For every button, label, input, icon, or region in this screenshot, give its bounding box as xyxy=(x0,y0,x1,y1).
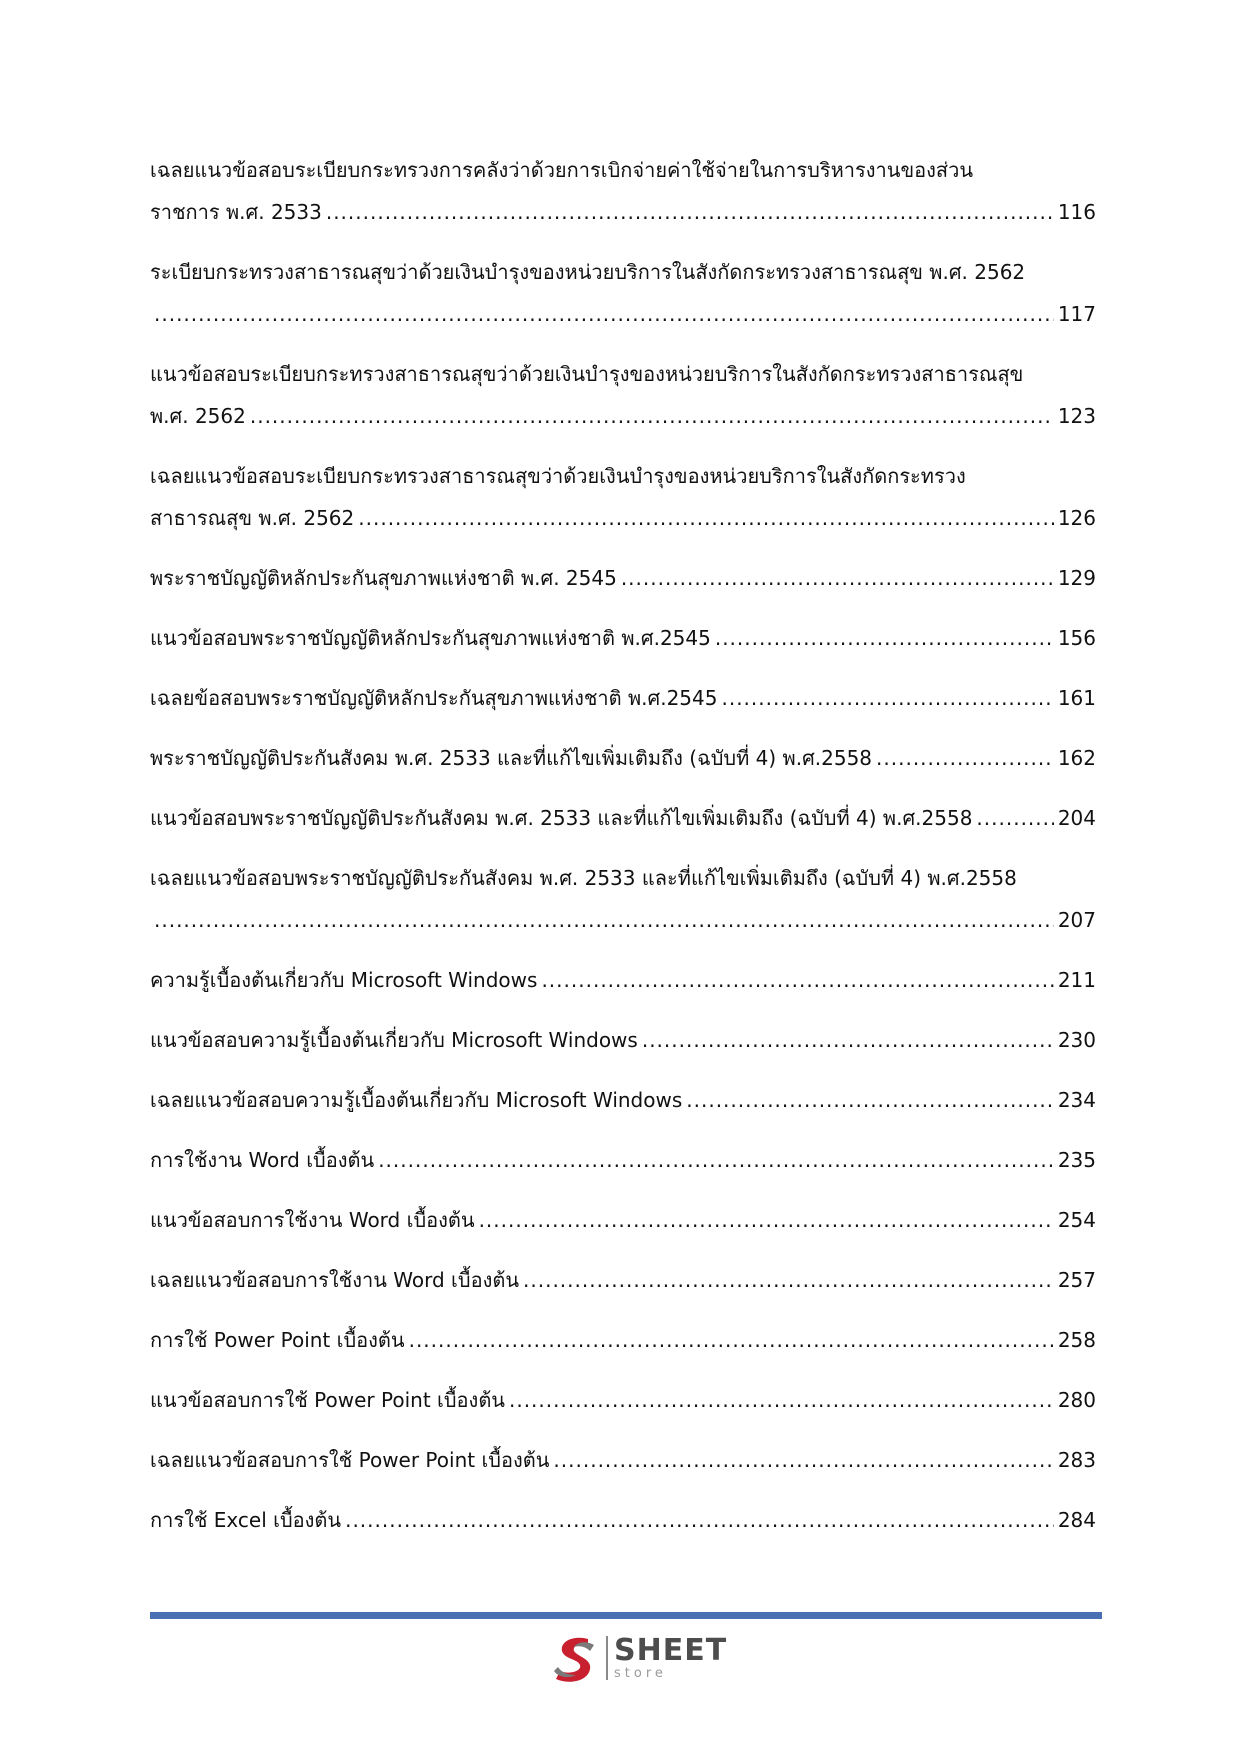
toc-entry[interactable] xyxy=(150,683,1096,713)
toc-entry[interactable] xyxy=(150,1025,1096,1055)
toc-entry-line xyxy=(150,1265,1096,1295)
footer-rule xyxy=(150,1612,1102,1619)
toc-entry-line xyxy=(150,1145,1096,1175)
dot-leader xyxy=(358,503,1054,533)
toc-page-number: 126 xyxy=(1057,506,1096,530)
dot-leader xyxy=(154,905,1054,935)
toc-page-number: 204 xyxy=(1057,806,1096,830)
toc-page-number: 207 xyxy=(1057,908,1096,932)
toc-page-number: 234 xyxy=(1057,1088,1096,1112)
logo-subtitle: store xyxy=(614,1666,667,1681)
toc-entry[interactable] xyxy=(150,965,1096,995)
dot-leader xyxy=(715,623,1054,653)
toc-entry-line xyxy=(150,197,1096,227)
toc-entry-title: ราชการ พ.ศ. 2533 xyxy=(150,200,322,224)
toc-entry-title: เฉลยข้อสอบพระราชบัญญัติหลักประกันสุขภาพแห่งชาติ พ.ศ.2545 xyxy=(150,686,718,710)
toc-entry[interactable] xyxy=(150,743,1096,773)
toc-entry-title-line: เฉลยแนวข้อสอบระเบียบกระทรวงสาธารณสุขว่าด้วยเงินบำรุงของหน่วยบริการในสังกัดกระทรวง xyxy=(150,464,966,488)
toc-entry-line xyxy=(150,683,1096,713)
toc-entry-title: การใช้งาน Word เบื้องต้น xyxy=(150,1148,375,1172)
toc-entry-line xyxy=(150,1325,1096,1355)
toc-entry[interactable] xyxy=(150,359,1096,431)
dot-leader xyxy=(686,1085,1054,1115)
toc-entry-title: พระราชบัญญัติหลักประกันสุขภาพแห่งชาติ พ.ศ. 2545 xyxy=(150,566,617,590)
toc-page-number: 257 xyxy=(1057,1268,1096,1292)
toc-page-number: 156 xyxy=(1057,626,1096,650)
toc-entry-title: แนวข้อสอบการใช้ Power Point เบื้องต้น xyxy=(150,1388,505,1412)
toc-entry-line xyxy=(150,1385,1096,1415)
toc-page-number: 211 xyxy=(1057,968,1096,992)
toc-entry-title: การใช้ Excel เบื้องต้น xyxy=(150,1508,342,1532)
logo-word: SHEET xyxy=(614,1633,728,1668)
logo-text xyxy=(614,1633,728,1681)
logo-s-icon xyxy=(548,1631,602,1685)
toc-entry-line xyxy=(150,1445,1096,1475)
toc-entry-line xyxy=(150,563,1096,593)
toc-page-number: 258 xyxy=(1057,1328,1096,1352)
toc-entry-line xyxy=(150,1085,1096,1115)
toc-entry-title-line: เฉลยแนวข้อสอบพระราชบัญญัติประกันสังคม พ.ศ. 2533 และที่แก้ไขเพิ่มเติมถึง (ฉบับที่ 4) พ.ศ.2558 xyxy=(150,866,1017,890)
dot-leader xyxy=(523,1265,1054,1295)
toc-entry[interactable] xyxy=(150,863,1096,935)
toc-page-number: 116 xyxy=(1057,200,1096,224)
toc-entry[interactable] xyxy=(150,1385,1096,1415)
dot-leader xyxy=(154,299,1054,329)
dot-leader xyxy=(345,1505,1054,1535)
toc-entry[interactable] xyxy=(150,803,1096,833)
toc-entry-title: พระราชบัญญัติประกันสังคม พ.ศ. 2533 และที่แก้ไขเพิ่มเติมถึง (ฉบับที่ 4) พ.ศ.2558 xyxy=(150,746,873,770)
toc-page-number: 162 xyxy=(1057,746,1096,770)
toc-entry-title: ความรู้เบื้องต้นเกี่ยวกับ Microsoft Windows xyxy=(150,968,538,992)
table-of-contents xyxy=(150,155,1096,1565)
toc-entry-line xyxy=(150,1505,1096,1535)
toc-entry-line xyxy=(150,623,1096,653)
toc-entry-title: แนวข้อสอบพระราชบัญญัติหลักประกันสุขภาพแห่งชาติ พ.ศ.2545 xyxy=(150,626,711,650)
dot-leader xyxy=(250,401,1054,431)
toc-entry-title-line: ระเบียบกระทรวงสาธารณสุขว่าด้วยเงินบำรุงของหน่วยบริการในสังกัดกระทรวงสาธารณสุข พ.ศ. 2562 xyxy=(150,260,1026,284)
toc-entry[interactable] xyxy=(150,1445,1096,1475)
sheet-store-logo xyxy=(548,1630,727,1686)
toc-entry[interactable] xyxy=(150,563,1096,593)
dot-leader xyxy=(326,197,1054,227)
dot-leader xyxy=(642,1025,1054,1055)
toc-entry-line xyxy=(150,401,1096,431)
toc-entry-title: เฉลยแนวข้อสอบการใช้งาน Word เบื้องต้น xyxy=(150,1268,520,1292)
toc-entry-title-line: เฉลยแนวข้อสอบระเบียบกระทรวงการคลังว่าด้วยการเบิกจ่ายค่าใช้จ่ายในการบริหารงานของส่วน xyxy=(150,158,973,182)
toc-page-number: 129 xyxy=(1057,566,1096,590)
toc-entry-line xyxy=(150,905,1096,935)
dot-leader xyxy=(976,803,1053,833)
logo-separator xyxy=(606,1636,608,1680)
toc-entry-line xyxy=(150,1025,1096,1055)
toc-page-number: 254 xyxy=(1057,1208,1096,1232)
dot-leader xyxy=(378,1145,1054,1175)
toc-entry-title: พ.ศ. 2562 xyxy=(150,404,246,428)
toc-entry-title: การใช้ Power Point เบื้องต้น xyxy=(150,1328,405,1352)
dot-leader xyxy=(509,1385,1054,1415)
toc-page-number: 284 xyxy=(1057,1508,1096,1532)
dot-leader xyxy=(409,1325,1054,1355)
toc-entry[interactable] xyxy=(150,1325,1096,1355)
toc-entry-title: สาธารณสุข พ.ศ. 2562 xyxy=(150,506,355,530)
toc-entry[interactable] xyxy=(150,1505,1096,1535)
toc-entry[interactable] xyxy=(150,257,1096,329)
toc-page-number: 235 xyxy=(1057,1148,1096,1172)
toc-entry-title: แนวข้อสอบการใช้งาน Word เบื้องต้น xyxy=(150,1208,475,1232)
toc-entry-line xyxy=(150,743,1096,773)
toc-page-number: 283 xyxy=(1057,1448,1096,1472)
toc-entry[interactable] xyxy=(150,623,1096,653)
toc-entry-title: เฉลยแนวข้อสอบความรู้เบื้องต้นเกี่ยวกับ Microsoft Windows xyxy=(150,1088,683,1112)
toc-page-number: 161 xyxy=(1057,686,1096,710)
toc-entry-line xyxy=(150,803,1096,833)
toc-page-number: 117 xyxy=(1057,302,1096,326)
dot-leader xyxy=(541,965,1053,995)
toc-entry[interactable] xyxy=(150,461,1096,533)
toc-entry-title: แนวข้อสอบพระราชบัญญัติประกันสังคม พ.ศ. 2533 และที่แก้ไขเพิ่มเติมถึง (ฉบับที่ 4) พ.ศ.2558 xyxy=(150,806,973,830)
dot-leader xyxy=(876,743,1054,773)
toc-entry-line xyxy=(150,299,1096,329)
toc-entry[interactable] xyxy=(150,155,1096,227)
toc-page-number: 280 xyxy=(1057,1388,1096,1412)
dot-leader xyxy=(553,1445,1053,1475)
toc-page-number: 123 xyxy=(1057,404,1096,428)
dot-leader xyxy=(479,1205,1054,1235)
toc-entry-line xyxy=(150,965,1096,995)
toc-entry[interactable] xyxy=(150,1205,1096,1235)
toc-entry-title: เฉลยแนวข้อสอบการใช้ Power Point เบื้องต้น xyxy=(150,1448,550,1472)
toc-entry-title: แนวข้อสอบความรู้เบื้องต้นเกี่ยวกับ Microsoft Windows xyxy=(150,1028,638,1052)
toc-entry[interactable] xyxy=(150,1085,1096,1115)
dot-leader xyxy=(721,683,1053,713)
toc-entry[interactable] xyxy=(150,1265,1096,1295)
toc-entry-line xyxy=(150,503,1096,533)
toc-page-number: 230 xyxy=(1057,1028,1096,1052)
toc-entry-line xyxy=(150,1205,1096,1235)
toc-entry-title-line: แนวข้อสอบระเบียบกระทรวงสาธารณสุขว่าด้วยเงินบำรุงของหน่วยบริการในสังกัดกระทรวงสาธารณสุข xyxy=(150,362,1024,386)
dot-leader xyxy=(621,563,1054,593)
toc-entry[interactable] xyxy=(150,1145,1096,1175)
